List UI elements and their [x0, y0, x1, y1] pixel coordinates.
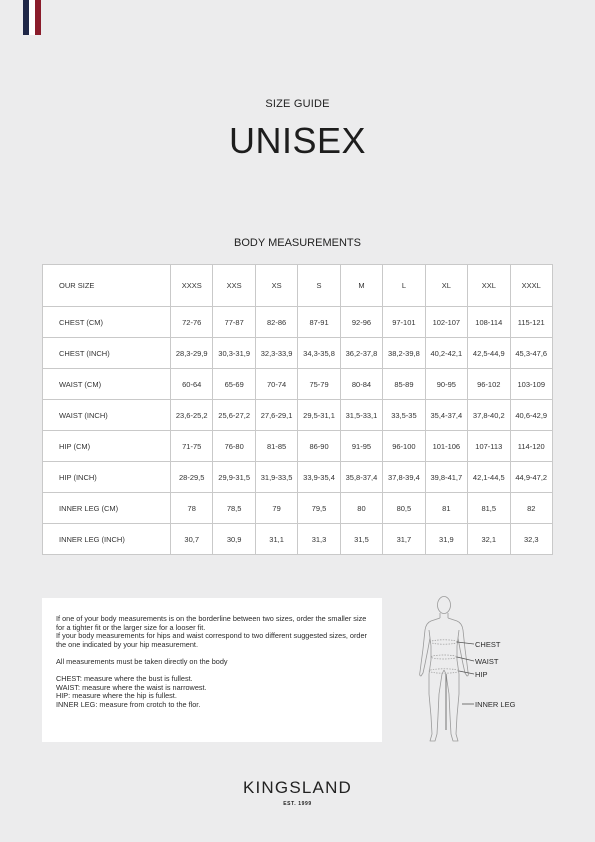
table-cell: 42,5-44,9: [468, 338, 510, 369]
table-cell: 114-120: [510, 431, 553, 462]
table-cell: 90-95: [425, 369, 467, 400]
row-label: WAIST (CM): [43, 369, 171, 400]
info-paragraph: HIP: measure where the hip is fullest.: [56, 691, 177, 701]
table-row: [43, 400, 553, 431]
table-cell: 35,8-37,4: [340, 462, 382, 493]
body-outline-figure: [410, 594, 550, 746]
table-cell: 97-101: [383, 307, 425, 338]
size-header-label: OUR SIZE: [43, 265, 171, 307]
table-cell: 107-113: [468, 431, 510, 462]
table-cell: 31,9: [425, 524, 467, 555]
size-header-cell: S: [298, 265, 340, 307]
inner-leg-label: INNER LEG: [475, 700, 516, 709]
table-cell: 39,8-41,7: [425, 462, 467, 493]
table-cell: 80-84: [340, 369, 382, 400]
table-cell: 31,5-33,1: [340, 400, 382, 431]
table-cell: 81: [425, 493, 467, 524]
table-cell: 86-90: [298, 431, 340, 462]
table-cell: 32,3-33,9: [255, 338, 297, 369]
page-title: UNISEX: [228, 120, 367, 161]
row-label: CHEST (INCH): [43, 338, 171, 369]
table-cell: 103-109: [510, 369, 553, 400]
table-cell: 82-86: [255, 307, 297, 338]
table-row: [43, 462, 553, 493]
table-cell: 65-69: [213, 369, 255, 400]
table-cell: 79: [255, 493, 297, 524]
chest-label: CHEST: [475, 640, 501, 649]
brand-established: EST. 1999: [283, 801, 312, 807]
table-cell: 76-80: [213, 431, 255, 462]
table-cell: 32,3: [510, 524, 553, 555]
brand-logo: KINGSLAND: [242, 778, 353, 797]
table-cell: 28-29,5: [171, 462, 213, 493]
table-cell: 108-114: [468, 307, 510, 338]
size-header-cell: XXXL: [510, 265, 553, 307]
table-cell: 45,3-47,6: [510, 338, 553, 369]
size-header-cell: M: [340, 265, 382, 307]
table-cell: 96-102: [468, 369, 510, 400]
table-cell: 29,9-31,5: [213, 462, 255, 493]
table-cell: 38,2-39,8: [383, 338, 425, 369]
table-title: BODY MEASUREMENTS: [234, 237, 361, 249]
size-header-cell: XXXS: [171, 265, 213, 307]
table-cell: 33,9-35,4: [298, 462, 340, 493]
size-header-row: [43, 265, 553, 307]
info-paragraph: All measurements must be taken directly on the body: [56, 656, 228, 666]
table-row: [43, 524, 553, 555]
table-cell: 27,6-29,1: [255, 400, 297, 431]
table-cell: 85-89: [383, 369, 425, 400]
table-cell: 23,6-25,2: [171, 400, 213, 431]
table-cell: 81-85: [255, 431, 297, 462]
table-cell: 78,5: [213, 493, 255, 524]
table-cell: 44,9-47,2: [510, 462, 553, 493]
row-label: WAIST (INCH): [43, 400, 171, 431]
table-cell: 115-121: [510, 307, 553, 338]
table-cell: 87-91: [298, 307, 340, 338]
table-cell: 79,5: [298, 493, 340, 524]
table-cell: 78: [171, 493, 213, 524]
table-cell: 91-95: [340, 431, 382, 462]
table-cell: 32,1: [468, 524, 510, 555]
measurement-info-box: [42, 598, 382, 742]
row-label: CHEST (CM): [43, 307, 171, 338]
table-row: [43, 493, 553, 524]
size-header-cell: XL: [425, 265, 467, 307]
table-cell: 29,5-31,1: [298, 400, 340, 431]
info-paragraph: INNER LEG: measure from crotch to the flor.: [56, 699, 201, 709]
page-supertitle: SIZE GUIDE: [265, 98, 330, 110]
brand-flag-icon: [23, 0, 41, 35]
table-cell: 82: [510, 493, 553, 524]
table-cell: 70-74: [255, 369, 297, 400]
hip-label: HIP: [475, 670, 488, 679]
table-cell: 30,9: [213, 524, 255, 555]
size-header-cell: XS: [255, 265, 297, 307]
table-cell: 31,5: [340, 524, 382, 555]
table-cell: 40,6-42,9: [510, 400, 553, 431]
table-cell: 31,7: [383, 524, 425, 555]
table-cell: 30,3-31,9: [213, 338, 255, 369]
table-cell: 75-79: [298, 369, 340, 400]
size-header-cell: XXS: [213, 265, 255, 307]
info-paragraph: If your body measurements for hips and waist correspond to two different suggested sizes, order the one indicated by your hip measurement.: [56, 631, 367, 649]
table-row: [43, 369, 553, 400]
table-cell: 36,2-37,8: [340, 338, 382, 369]
info-paragraph: CHEST: measure where the bust is fullest.: [56, 674, 193, 684]
table-cell: 25,6-27,2: [213, 400, 255, 431]
table-cell: 101-106: [425, 431, 467, 462]
table-cell: 102-107: [425, 307, 467, 338]
table-cell: 31,9-33,5: [255, 462, 297, 493]
table-cell: 77-87: [213, 307, 255, 338]
table-cell: 28,3-29,9: [171, 338, 213, 369]
table-cell: 33,5-35: [383, 400, 425, 431]
table-cell: 92-96: [340, 307, 382, 338]
table-cell: 96-100: [383, 431, 425, 462]
table-row: [43, 431, 553, 462]
size-header-cell: L: [383, 265, 425, 307]
table-cell: 40,2-42,1: [425, 338, 467, 369]
size-header-cell: XXL: [468, 265, 510, 307]
size-table: [42, 264, 553, 555]
info-paragraph: If one of your body measurements is on the borderline between two sizes, order the smaller size for a tighter fit or the larger size for a looser fit.: [56, 614, 367, 632]
row-label: INNER LEG (CM): [43, 493, 171, 524]
table-cell: 31,1: [255, 524, 297, 555]
table-row: [43, 307, 553, 338]
table-cell: 60-64: [171, 369, 213, 400]
table-cell: 71-75: [171, 431, 213, 462]
table-cell: 80: [340, 493, 382, 524]
waist-label: WAIST: [475, 657, 499, 666]
row-label: HIP (INCH): [43, 462, 171, 493]
table-cell: 34,3-35,8: [298, 338, 340, 369]
table-cell: 72-76: [171, 307, 213, 338]
info-paragraph: WAIST: measure where the waist is narrowest.: [56, 682, 207, 692]
row-label: INNER LEG (INCH): [43, 524, 171, 555]
table-cell: 30,7: [171, 524, 213, 555]
table-row: [43, 338, 553, 369]
table-cell: 80,5: [383, 493, 425, 524]
table-cell: 35,4-37,4: [425, 400, 467, 431]
flag-stripe-red: [35, 0, 41, 35]
table-cell: 31,3: [298, 524, 340, 555]
table-cell: 81,5: [468, 493, 510, 524]
table-cell: 37,8-39,4: [383, 462, 425, 493]
row-label: HIP (CM): [43, 431, 171, 462]
table-cell: 37,8-40,2: [468, 400, 510, 431]
table-cell: 42,1-44,5: [468, 462, 510, 493]
